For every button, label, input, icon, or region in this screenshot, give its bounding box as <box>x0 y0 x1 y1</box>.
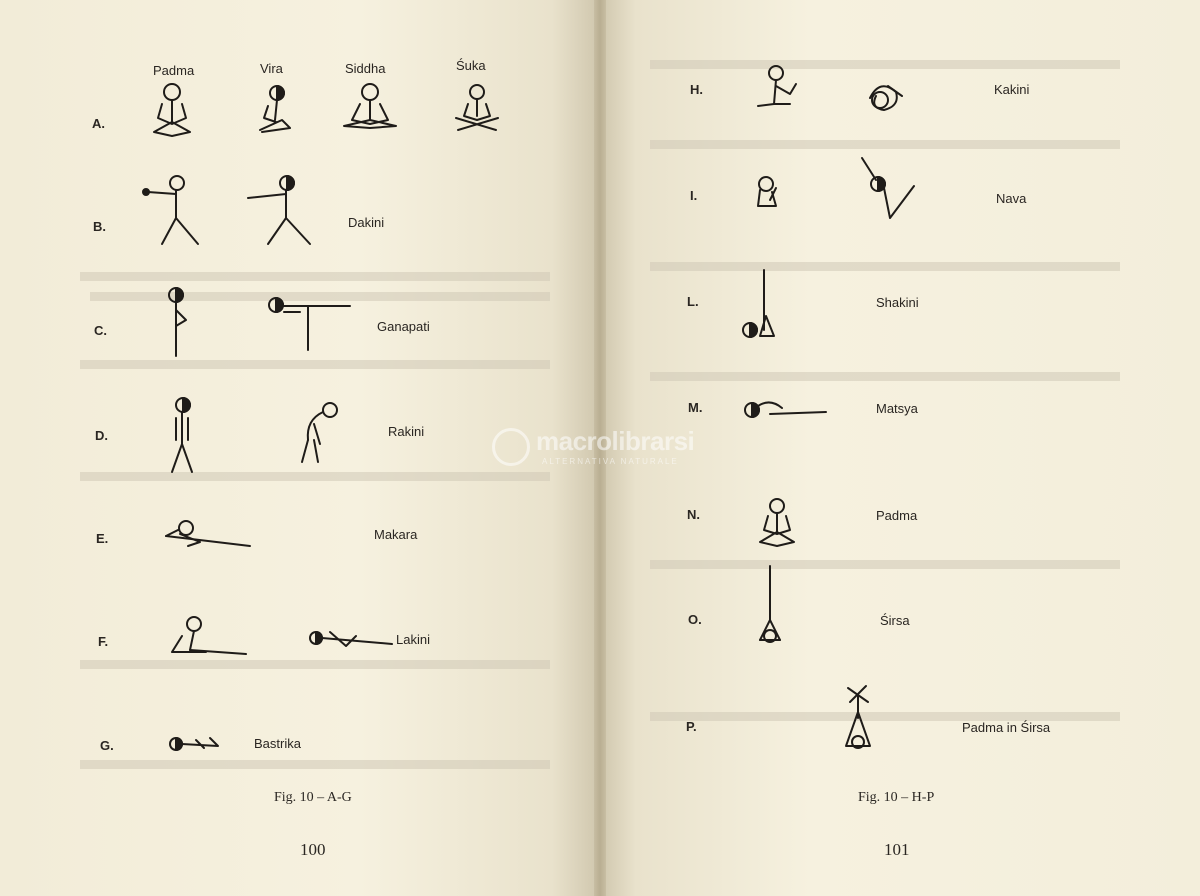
row-label-a: A. <box>92 116 105 131</box>
ganapati-figure-2 <box>269 298 350 350</box>
posture-name-vira: Vira <box>260 61 283 76</box>
posture-name-matsya: Matsya <box>876 401 918 416</box>
watermark-tagline: ALTERNATIVA NATURALE <box>542 457 679 466</box>
dakini-figure-2 <box>248 176 310 244</box>
kakini-figure-2 <box>870 86 902 110</box>
posture-name-padma-n: Padma <box>876 508 918 523</box>
posture-name-ganapati: Ganapati <box>377 319 430 334</box>
row-label-n: N. <box>687 507 700 522</box>
row-label-d: D. <box>95 428 108 443</box>
sirsa-figure <box>760 566 780 642</box>
row-label-g: G. <box>100 738 114 753</box>
row-label-i: I. <box>690 188 698 203</box>
posture-name-lakini: Lakini <box>396 632 430 647</box>
row-label-o: O. <box>688 612 702 627</box>
padma-in-sirsa-figure <box>846 686 870 748</box>
figure-caption-right: Fig. 10 – H-P <box>858 790 935 805</box>
kakini-figure-1 <box>758 66 796 106</box>
row-label-e: E. <box>96 531 109 546</box>
ganapati-figure-1 <box>169 288 186 356</box>
row-label-b: B. <box>93 219 106 234</box>
vira-figure <box>260 86 290 132</box>
rakini-figure-2 <box>302 403 337 462</box>
page-number-right: 101 <box>884 840 910 859</box>
posture-name-makara: Makara <box>374 527 418 542</box>
matsya-figure <box>745 402 826 417</box>
watermark-brand: macrolibrarsi <box>536 426 695 456</box>
posture-name-dakini: Dakini <box>348 215 385 230</box>
leaf-logo-icon <box>492 428 530 466</box>
row-label-m: M. <box>688 400 703 415</box>
watermark <box>492 424 732 472</box>
posture-name-siddha: Siddha <box>345 61 386 76</box>
page-number-left: 100 <box>300 840 326 859</box>
row-label-p: P. <box>686 719 697 734</box>
posture-name-rakini: Rakini <box>388 424 425 439</box>
dakini-figure-1 <box>143 176 198 244</box>
lakini-figure-1 <box>172 617 246 654</box>
padma-figure-a <box>154 84 190 136</box>
posture-name-nava: Nava <box>996 191 1027 206</box>
posture-name-shakini: Shakini <box>876 295 919 310</box>
suka-figure <box>456 85 498 130</box>
row-label-c: C. <box>94 323 107 338</box>
figure-caption-left: Fig. 10 – A-G <box>274 790 352 805</box>
row-label-l: L. <box>687 294 699 309</box>
makara-figure <box>166 521 250 546</box>
bastrika-figure <box>170 738 218 750</box>
siddha-figure <box>344 84 396 128</box>
padma-figure-n <box>760 499 794 546</box>
posture-name-padma-in-sirsa: Padma in Śirsa <box>962 720 1051 735</box>
row-label-h: H. <box>690 82 703 97</box>
posture-name-kakini: Kakini <box>994 82 1030 97</box>
lakini-figure-2 <box>310 632 392 646</box>
row-label-f: F. <box>98 634 109 649</box>
shakini-figure <box>743 270 774 337</box>
rakini-figure-1 <box>172 398 192 472</box>
nava-figure-2 <box>862 158 914 218</box>
posture-name-bastrika: Bastrika <box>254 736 301 751</box>
posture-name-suka: Śuka <box>456 58 486 73</box>
posture-name-sirsa: Śirsa <box>880 613 910 628</box>
posture-name-padma: Padma <box>153 63 195 78</box>
nava-figure-1 <box>758 177 776 206</box>
